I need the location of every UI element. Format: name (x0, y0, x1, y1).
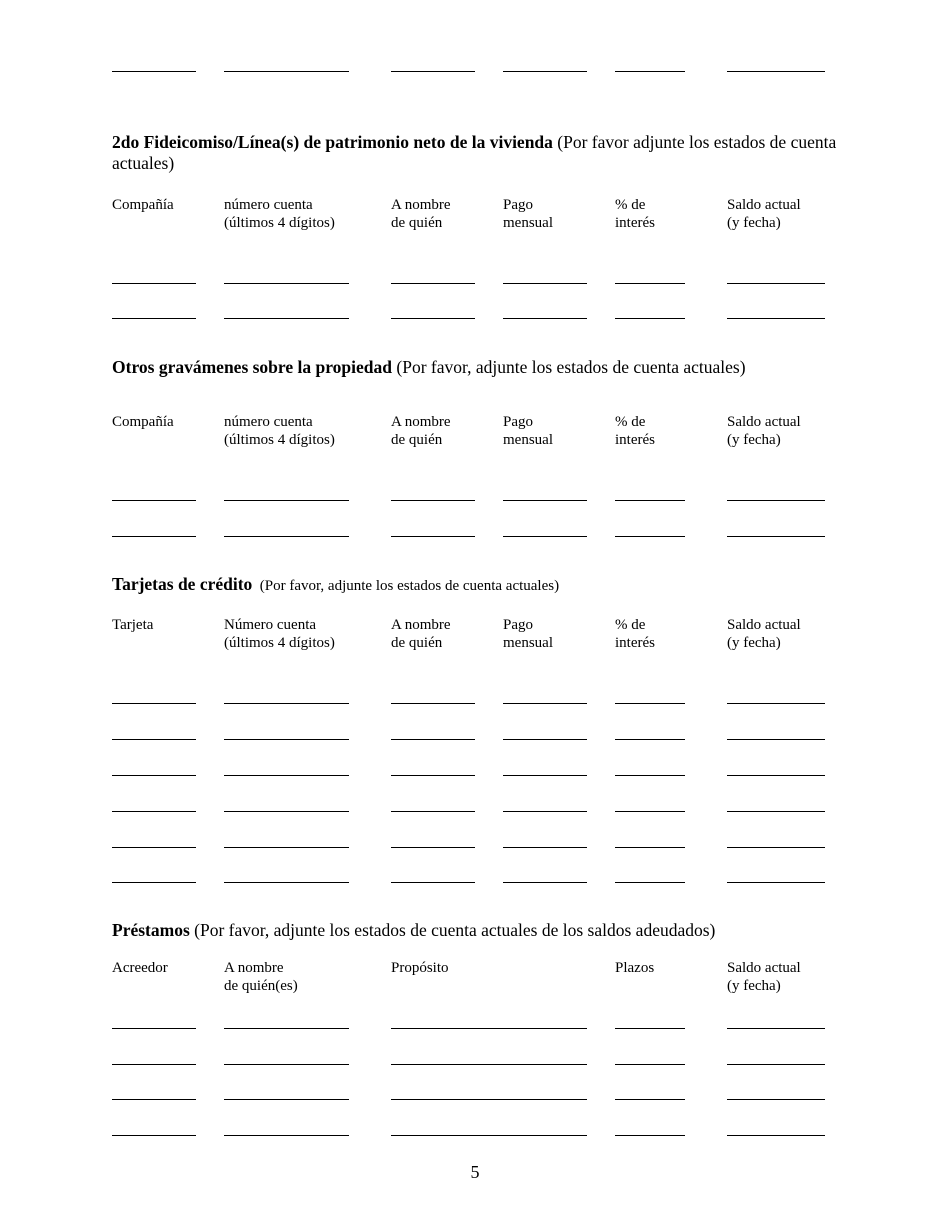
heading-bold: 2do Fideicomiso/Línea(s) de patrimonio neto de la vivienda (112, 132, 553, 152)
blank-line[interactable] (391, 739, 475, 740)
heading-note: (Por favor adjunte los estados de cuenta actuales) (112, 132, 837, 173)
blank-line[interactable] (727, 1028, 825, 1029)
blank-line[interactable] (391, 847, 475, 848)
blank-line[interactable] (615, 882, 685, 883)
blank-line[interactable] (224, 811, 349, 812)
column-header-account: Número cuenta (últimos 4 dígitos) (224, 617, 335, 651)
column-header-interest: % de interés (615, 414, 655, 448)
column-header-account: número cuenta (últimos 4 dígitos) (224, 414, 335, 448)
blank-line[interactable] (112, 283, 196, 284)
column-header-balance: Saldo actual (y fecha) (727, 414, 801, 448)
blank-line[interactable] (615, 1064, 685, 1065)
section-heading (112, 574, 842, 597)
column-header-name: A nombre de quién (391, 197, 451, 231)
column-header-payment: Pago mensual (503, 414, 553, 448)
blank-line[interactable] (112, 1064, 196, 1065)
blank-line[interactable] (727, 1064, 825, 1065)
blank-line[interactable] (615, 703, 685, 704)
heading-bold: Préstamos (112, 920, 190, 940)
blank-line[interactable] (224, 1135, 349, 1136)
blank-line[interactable] (224, 283, 349, 284)
blank-line[interactable] (727, 1099, 825, 1100)
blank-line[interactable] (727, 847, 825, 848)
blank-line[interactable] (112, 811, 196, 812)
blank-line[interactable] (224, 739, 349, 740)
blank-line[interactable] (503, 500, 587, 501)
column-header-name: A nombre de quién (391, 617, 451, 651)
column-header-terms: Plazos (615, 960, 655, 976)
blank-line[interactable] (391, 703, 475, 704)
heading-note: (Por favor, adjunte los estados de cuenta actuales) (252, 578, 560, 594)
column-header-interest: % de interés (615, 197, 655, 231)
blank-line[interactable] (615, 318, 685, 319)
blank-line[interactable] (112, 71, 196, 72)
column-header-company: Compañía (112, 414, 174, 430)
blank-line[interactable] (391, 536, 475, 537)
blank-line[interactable] (727, 1135, 825, 1136)
blank-line[interactable] (615, 1135, 685, 1136)
blank-line[interactable] (503, 739, 587, 740)
blank-line[interactable] (615, 500, 685, 501)
blank-line[interactable] (727, 703, 825, 704)
blank-line[interactable] (615, 1028, 685, 1029)
blank-line[interactable] (224, 318, 349, 319)
page-number: 5 (470, 1162, 480, 1182)
blank-line[interactable] (503, 703, 587, 704)
blank-line[interactable] (615, 283, 685, 284)
section-heading (112, 357, 842, 378)
blank-line[interactable] (391, 71, 475, 72)
blank-line[interactable] (224, 71, 349, 72)
blank-line[interactable] (615, 739, 685, 740)
blank-line[interactable] (112, 739, 196, 740)
blank-line[interactable] (112, 536, 196, 537)
blank-line[interactable] (112, 775, 196, 776)
blank-line[interactable] (224, 775, 349, 776)
blank-line[interactable] (112, 500, 196, 501)
blank-line[interactable] (615, 536, 685, 537)
blank-line[interactable] (224, 847, 349, 848)
blank-line[interactable] (391, 775, 475, 776)
heading-bold: Tarjetas de crédito (112, 574, 253, 594)
blank-line[interactable] (224, 882, 349, 883)
section-heading (112, 132, 842, 174)
heading-note: (Por favor, adjunte los estados de cuenta actuales de los saldos adeudados) (189, 920, 716, 940)
blank-line[interactable] (727, 811, 825, 812)
blank-line[interactable] (615, 847, 685, 848)
blank-line[interactable] (112, 847, 196, 848)
blank-line[interactable] (615, 775, 685, 776)
blank-line[interactable] (112, 1028, 196, 1029)
column-header-card: Tarjeta (112, 617, 154, 633)
blank-line[interactable] (224, 500, 349, 501)
blank-line[interactable] (224, 1064, 349, 1065)
heading-bold: Otros gravámenes sobre la propiedad (112, 357, 393, 377)
blank-line[interactable] (391, 811, 475, 812)
blank-line[interactable] (112, 1099, 196, 1100)
blank-line[interactable] (615, 71, 685, 72)
blank-line[interactable] (391, 318, 475, 319)
blank-line[interactable] (224, 536, 349, 537)
blank-line[interactable] (112, 703, 196, 704)
column-header-purpose: Propósito (391, 960, 449, 976)
blank-line[interactable] (503, 811, 587, 812)
column-header-balance: Saldo actual (y fecha) (727, 617, 801, 651)
blank-line[interactable] (503, 283, 587, 284)
blank-line[interactable] (615, 1099, 685, 1100)
blank-line[interactable] (503, 775, 587, 776)
blank-line[interactable] (727, 739, 825, 740)
blank-line[interactable] (503, 882, 587, 883)
blank-line[interactable] (112, 318, 196, 319)
blank-line[interactable] (503, 847, 587, 848)
column-header-payment: Pago mensual (503, 197, 553, 231)
column-header-balance: Saldo actual (y fecha) (727, 197, 801, 231)
blank-line[interactable] (391, 882, 475, 883)
blank-line[interactable] (727, 882, 825, 883)
blank-line[interactable] (727, 318, 825, 319)
column-header-name: A nombre de quién (391, 414, 451, 448)
blank-line[interactable] (112, 882, 196, 883)
column-header-account: número cuenta (últimos 4 dígitos) (224, 197, 335, 231)
heading-note: (Por favor, adjunte los estados de cuenta actuales) (392, 357, 746, 377)
blank-line[interactable] (391, 1099, 587, 1100)
blank-line[interactable] (391, 1028, 587, 1029)
blank-line[interactable] (727, 536, 825, 537)
blank-line[interactable] (224, 703, 349, 704)
blank-line[interactable] (615, 811, 685, 812)
blank-line[interactable] (727, 283, 825, 284)
column-header-creditor: Acreedor (112, 960, 168, 976)
blank-line[interactable] (727, 500, 825, 501)
blank-line[interactable] (727, 775, 825, 776)
blank-line[interactable] (503, 536, 587, 537)
column-header-payment: Pago mensual (503, 617, 553, 651)
blank-line[interactable] (391, 1064, 587, 1065)
blank-line[interactable] (224, 1028, 349, 1029)
column-header-name: A nombre de quién(es) (224, 960, 298, 994)
blank-line[interactable] (391, 500, 475, 501)
blank-line[interactable] (503, 71, 587, 72)
column-header-balance: Saldo actual (y fecha) (727, 960, 801, 994)
column-header-interest: % de interés (615, 617, 655, 651)
blank-line[interactable] (503, 318, 587, 319)
section-heading (112, 920, 842, 941)
blank-line[interactable] (391, 1135, 587, 1136)
column-header-company: Compañía (112, 197, 174, 213)
blank-line[interactable] (112, 1135, 196, 1136)
blank-line[interactable] (727, 71, 825, 72)
blank-line[interactable] (224, 1099, 349, 1100)
blank-line[interactable] (391, 283, 475, 284)
